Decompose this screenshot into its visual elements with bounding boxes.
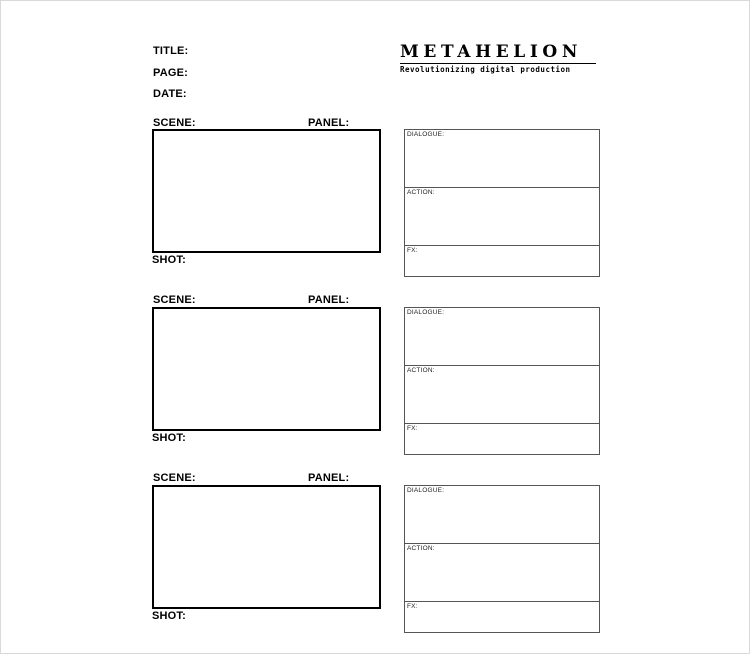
page-label: PAGE: — [153, 67, 189, 79]
logo-underline — [400, 63, 596, 64]
date-label: DATE: — [153, 88, 187, 100]
sketch-frame[interactable] — [152, 129, 381, 253]
sketch-frame[interactable] — [152, 485, 381, 609]
action-label: ACTION: — [407, 189, 435, 196]
action-label: ACTION: — [407, 367, 435, 374]
action-label: ACTION: — [407, 545, 435, 552]
dialogue-cell[interactable] — [405, 308, 599, 366]
dialogue-label: DIALOGUE: — [407, 131, 445, 138]
title-label: TITLE: — [153, 45, 189, 57]
fx-cell[interactable] — [405, 424, 599, 454]
panel-label: PANEL: — [308, 472, 350, 484]
fx-cell[interactable] — [405, 602, 599, 632]
dialogue-cell[interactable] — [405, 130, 599, 188]
action-cell[interactable] — [405, 366, 599, 424]
panel-label: PANEL: — [308, 294, 350, 306]
dialogue-cell[interactable] — [405, 486, 599, 544]
dialogue-label: DIALOGUE: — [407, 487, 445, 494]
notes-box — [404, 129, 600, 277]
panel-label: PANEL: — [308, 117, 350, 129]
action-cell[interactable] — [405, 544, 599, 602]
sketch-frame[interactable] — [152, 307, 381, 431]
company-logo — [400, 42, 600, 74]
action-cell[interactable] — [405, 188, 599, 246]
logo-name: METAHELION — [400, 42, 582, 62]
logo-tagline: Revolutionizing digital production — [400, 65, 571, 74]
fx-label: FX: — [407, 247, 418, 254]
shot-label: SHOT: — [152, 610, 186, 622]
dialogue-label: DIALOGUE: — [407, 309, 445, 316]
scene-label: SCENE: — [153, 117, 196, 129]
notes-box — [404, 485, 600, 633]
fx-cell[interactable] — [405, 246, 599, 276]
shot-label: SHOT: — [152, 254, 186, 266]
notes-box — [404, 307, 600, 455]
scene-label: SCENE: — [153, 472, 196, 484]
scene-label: SCENE: — [153, 294, 196, 306]
fx-label: FX: — [407, 603, 418, 610]
fx-label: FX: — [407, 425, 418, 432]
shot-label: SHOT: — [152, 432, 186, 444]
